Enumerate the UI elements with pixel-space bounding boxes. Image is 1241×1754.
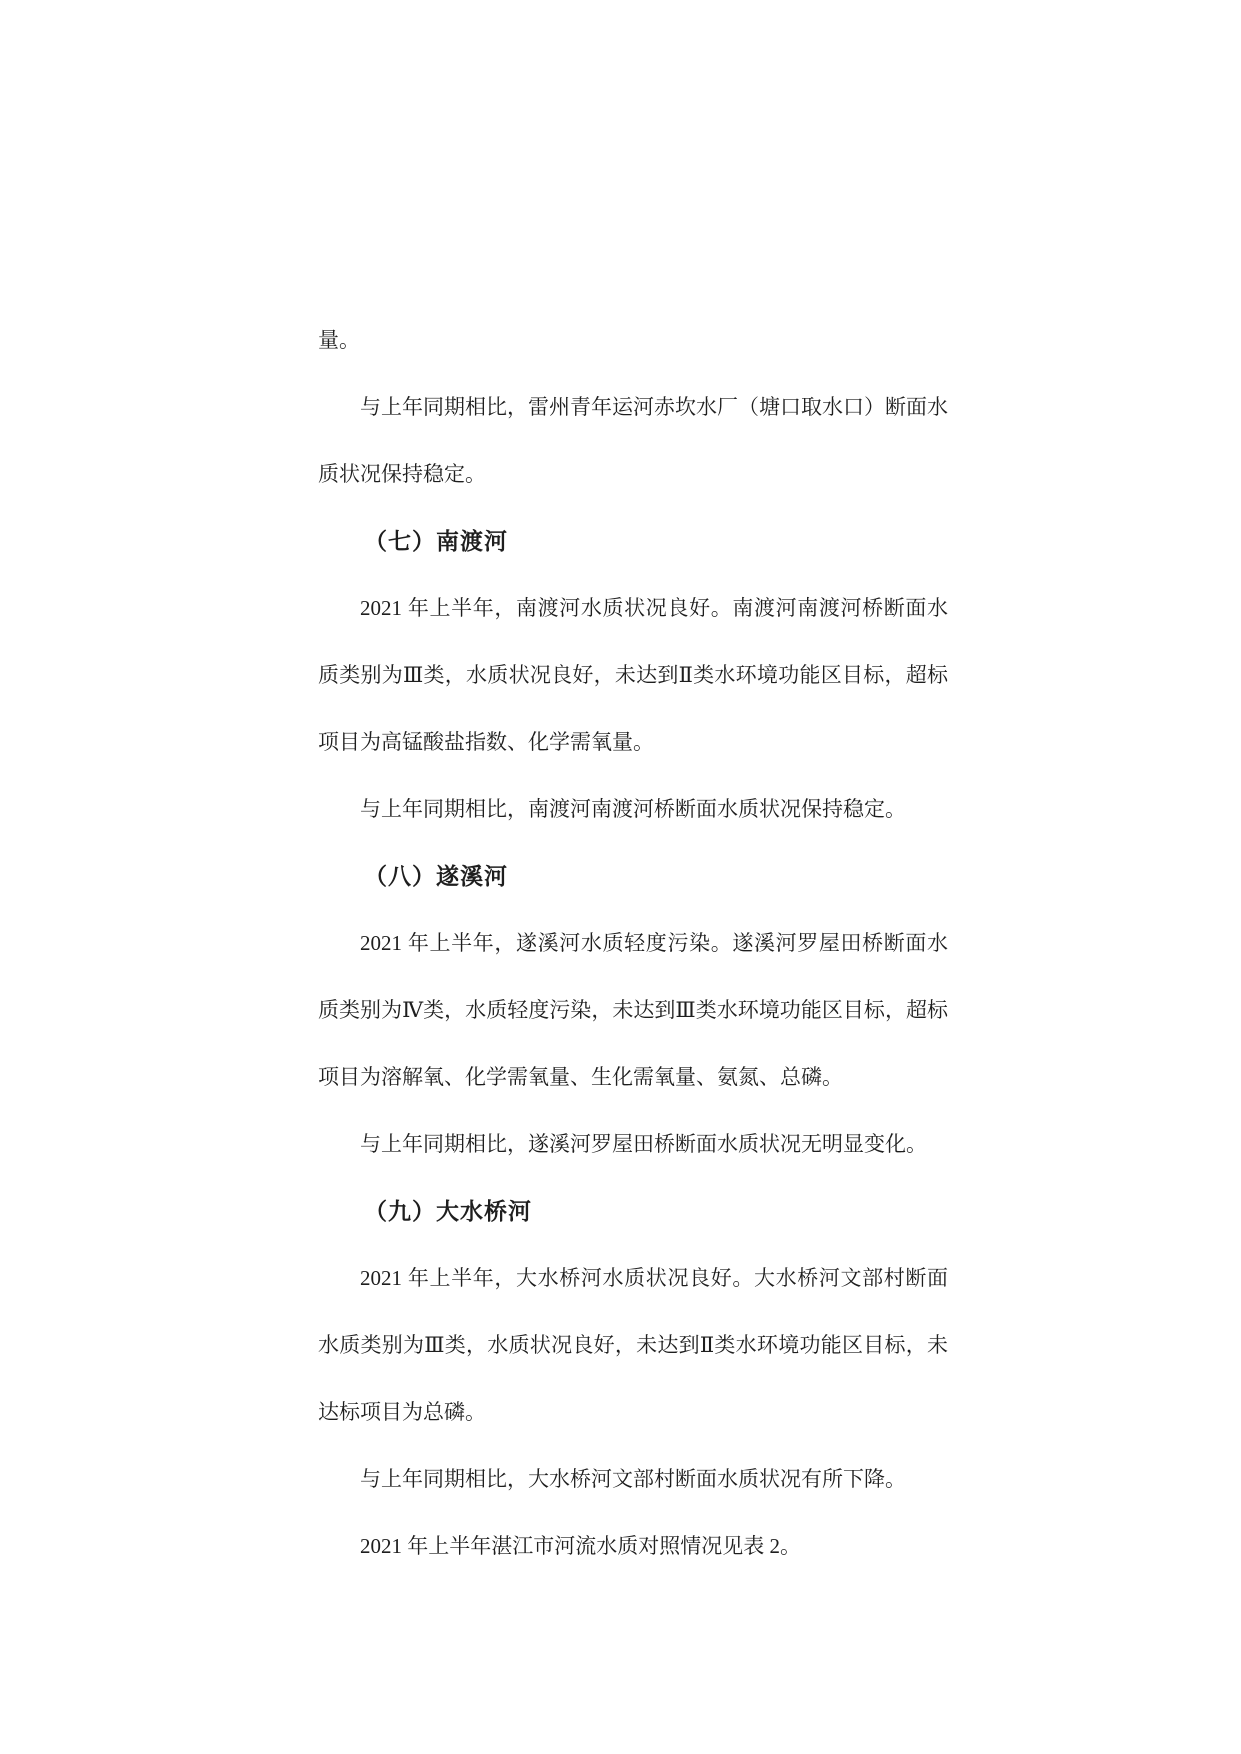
page-text-block [318,307,948,1580]
paragraph-nandu-river-overview: 2021 年上半年，南渡河水质状况良好。南渡河南渡河桥断面水质类别为Ⅲ类，水质状况良好，未达到Ⅱ类水环境功能区目标，超标项目为高锰酸盐指数、化学需氧量。 [318,596,948,754]
paragraph-table2-reference: 2021 年上半年湛江市河流水质对照情况见表 2。 [360,1534,801,1558]
paragraph-suixi-river-overview: 2021 年上半年，遂溪河水质轻度污染。遂溪河罗屋田桥断面水质类别为Ⅳ类，水质轻度污染，未达到Ⅲ类水环境功能区目标，超标项目为溶解氧、化学需氧量、生化需氧量、氨氮、总磷。 [318,931,948,1089]
section-heading-8-suixi-river: （八）遂溪河 [364,863,508,889]
section-heading-7-nandu-river: （七）南渡河 [364,528,508,554]
section-heading-9-dashuiqiao-river: （九）大水桥河 [364,1198,532,1224]
paragraph-dashuiqiao-river-comparison: 与上年同期相比，大水桥河文部村断面水质状况有所下降。 [360,1467,906,1491]
paragraph-leizhou-canal-comparison: 与上年同期相比，雷州青年运河赤坎水厂（塘口取水口）断面水质状况保持稳定。 [318,395,948,486]
paragraph-continuation: 量。 [318,328,360,352]
paragraph-nandu-river-comparison: 与上年同期相比，南渡河南渡河桥断面水质状况保持稳定。 [360,797,906,821]
paragraph-suixi-river-comparison: 与上年同期相比，遂溪河罗屋田桥断面水质状况无明显变化。 [360,1132,927,1156]
paragraph-dashuiqiao-river-overview: 2021 年上半年，大水桥河水质状况良好。大水桥河文部村断面水质类别为Ⅲ类，水质状况良好，未达到Ⅱ类水环境功能区目标，未达标项目为总磷。 [318,1266,948,1424]
